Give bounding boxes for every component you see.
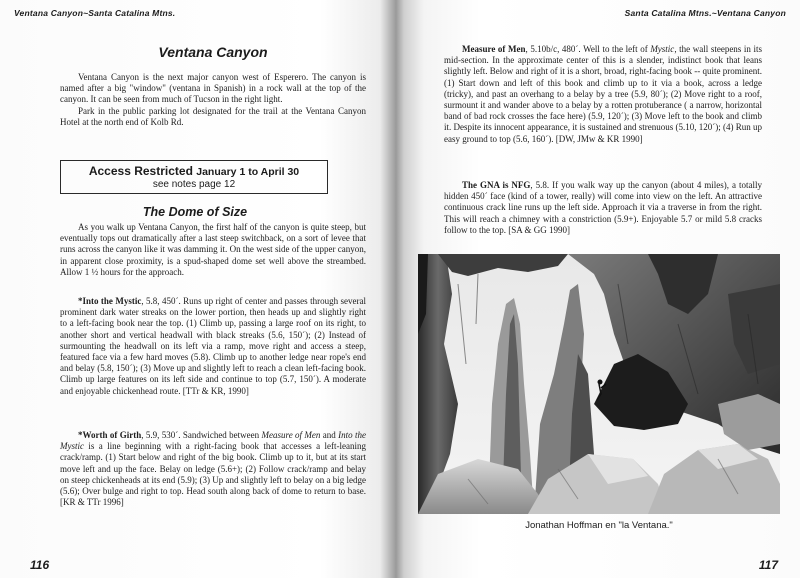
route-ref-measure-of-men: Measure of Men xyxy=(261,430,321,440)
running-head-right: Santa Catalina Mtns.~Ventana Canyon xyxy=(624,8,786,18)
photo-caption: Jonathan Hoffman en "la Ventana." xyxy=(525,520,673,531)
access-label: Access Restricted xyxy=(88,164,193,178)
dome-intro-block xyxy=(60,222,366,278)
dome-intro-paragraph: As you walk up Ventana Canyon, the first half of the canyon is quite steep, but eventually tops out dramatically after a last steep switchback, on a sort of levee that runs across the canyon like it was damming it. On the west side of the upper canyon, in apparent close proximity, is a spud-shaped dome set well above the streambed. Allow 1 ½ hours for the approach. xyxy=(60,222,366,277)
route-text-mystic: , 5.8, 450´. Runs up right of center and passes through several prominent dark water streaks on the lower portion, then heads up and slightly right to a left-facing book near the top. (1) Climb up, passing a large roof on its right, to another short and vertical headwall with black streaks (5.6, 150´); (2) Instead of surmounting the headwall on its left via a ramp, move right and access a steep, featured face via a few hard moves (5.8). Climb up to another ledge near rope's end and belay (5.8, 150´); (3) Move up and slightly left to reach a clean left-facing book. Climb up large features on its left side and continue to top (5.7, 150´). A moderate and enjoyable chickenhead route. [TTr & KR, 1990] xyxy=(60,296,367,396)
route-name-gna: The GNA is NFG xyxy=(462,180,531,190)
page-number-left: 116 xyxy=(30,558,50,572)
route-ref-mystic: Mystic xyxy=(650,44,675,54)
running-head-left: Ventana Canyon~Santa Catalina Mtns. xyxy=(14,8,176,18)
section-title: Ventana Canyon xyxy=(158,44,268,60)
route-measure-of-men: Measure of Men, 5.10b/c, 480´. Well to the left of Mystic, the wall steepens in its mid-section. In the approximate center of this is a slender, indistinct book that leans slightly left. Below and right of it is a short, broad, right-facing book -- quite prominent. (1) Start down and left of this book and climb up to it via a book, across a ledge (tricky), and past an overhang to a belay by a tree (5.9, 80´); (2) Move right to a roof, surmount it and wander above to a belay by a rotten protuberance ( a narrow, horizontal band of bad rock crosses the face here) (5.9, 120´); (3) Move left to the book and climb it. Despite its innocent appearance, it is sustained and strenuous (5.10, 120´); (4) Run up easy ground to top (5.6, 160´). [DW, JMw & KR 1990] xyxy=(444,44,762,144)
route-name-mystic: *Into the Mystic xyxy=(78,296,142,306)
route-ref-into-the-mystic: Into the Mystic xyxy=(60,430,367,452)
access-dates: January 1 to April 30 xyxy=(196,166,300,178)
intro-block xyxy=(60,72,366,128)
access-note: see notes page 12 xyxy=(152,179,236,190)
left-page xyxy=(0,0,392,578)
route-worth-of-girth: *Worth of Girth, 5.9, 530´. Sandwiched between Measure of Men and Into the Mystic is a line beginning with a right-facing book that accesses a left-leaning crack/ramp. (1) Start below and right of the big book. Climb up to it, but at its start move left and up the face. Belay on ledge (5.6+); (2) Follow crack/ramp and belay on steep chickenheads at its end (5.9); (3) Up and slightly left to belay on a big ledge (5.6); Over bulge and right to top. Head south along back of dome to return to base. [KR & TTr 1996] xyxy=(60,430,367,508)
access-restricted-notice xyxy=(60,160,328,194)
route-gna-is-nfg xyxy=(444,180,762,236)
route-text-gna: , 5.8. If you walk way up the canyon (about 4 miles), a totally hidden 450´ face (kind of a tower, really) will come into view on the left. An attractive continuous crack line runs up the left side. Approach it via a traverse in from the right. This will reach a chimney with a constriction (5.9+). Enjoyable 5.7 or mild 5.8 cracks follow to the top. [SA & GG 1990] xyxy=(444,180,762,235)
route-name-men: Measure of Men xyxy=(462,44,526,54)
intro-paragraph-2: Park in the public parking lot designated for the trail at the Ventana Canyon Hotel at the north end of Kolb Rd. xyxy=(60,105,366,127)
route-into-the-mystic xyxy=(60,296,366,397)
intro-paragraph-1: Ventana Canyon is the next major canyon west of Esperero. The canyon is named after a big "window" (ventana in Spanish) in a rock wall at the top of the canyon. It can be seen from much of Tucson in the right light. xyxy=(60,72,366,105)
climbing-photo xyxy=(418,254,780,514)
page-number-right: 117 xyxy=(758,558,778,572)
subsection-title: The Dome of Size xyxy=(142,205,248,219)
route-name-girth: *Worth of Girth xyxy=(78,430,142,440)
